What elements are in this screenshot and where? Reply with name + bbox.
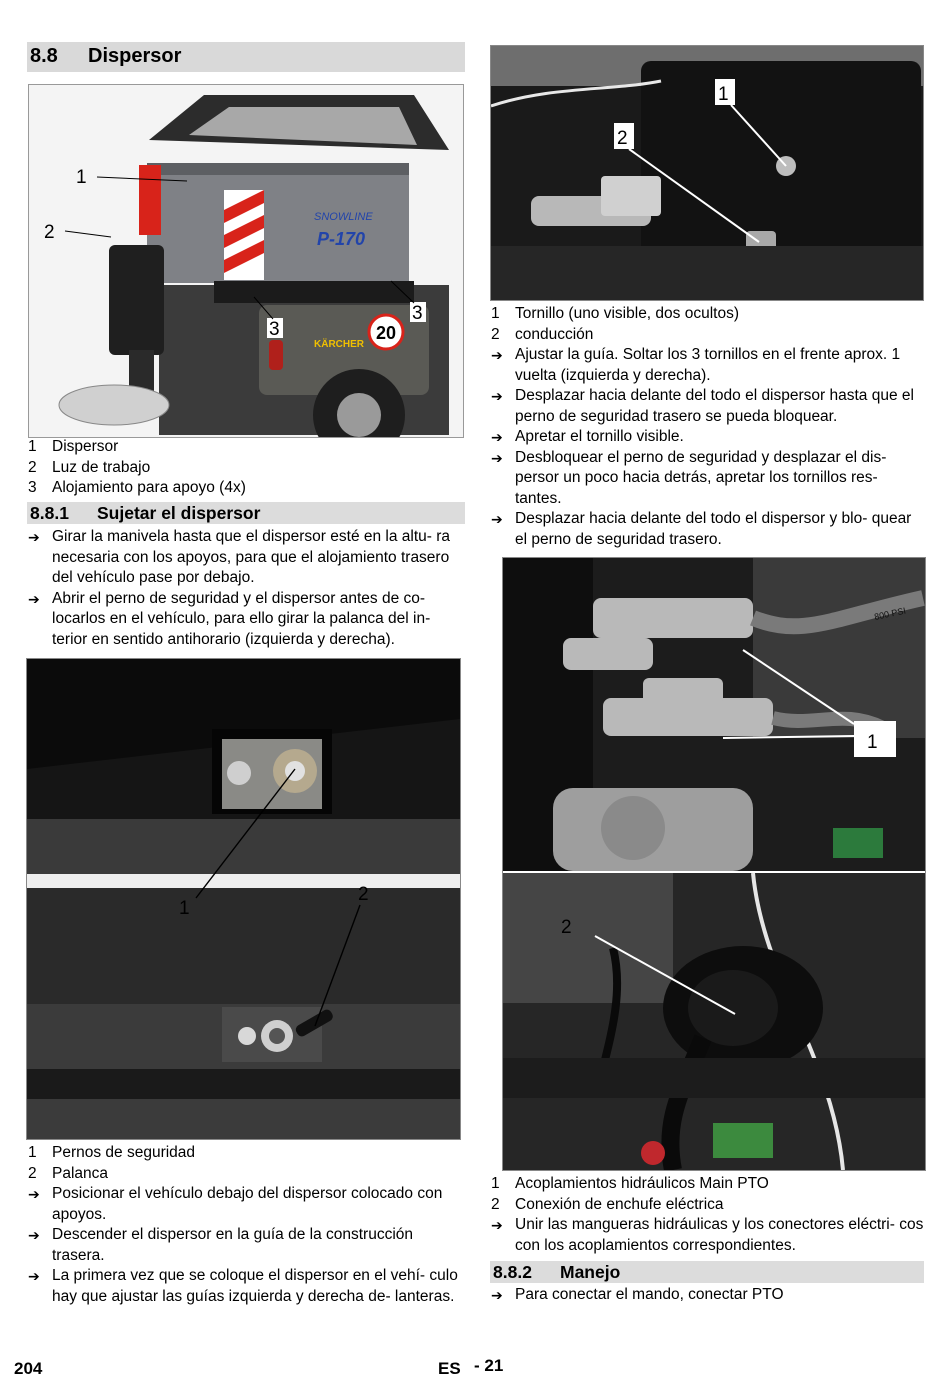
arrow-right-icon: ➔ — [28, 1186, 40, 1202]
legend-item: 2 conducción — [491, 325, 594, 343]
legend-item: 2 Palanca — [28, 1164, 109, 1182]
fig2-callout-1: 1 — [179, 898, 190, 919]
vehicle-brand: KÄRCHER — [314, 339, 364, 350]
step-item: ➔ Girar la manivela hasta que el dispersor esté en la altu- ra necesaria con los apoyos, para que el alojamiento trasero del vehículo pase por debajo. — [28, 527, 458, 589]
figure1-legend — [28, 437, 464, 499]
arrow-right-icon: ➔ — [491, 388, 503, 404]
step-item: ➔ Descender el dispersor en la guía de la construcción trasera. — [28, 1225, 464, 1266]
steps-list-2 — [28, 1184, 464, 1307]
fig3-callout-2: 2 — [617, 128, 628, 149]
arrow-right-icon: ➔ — [28, 1227, 40, 1243]
step-item: ➔ Abrir el perno de seguridad y el dispersor antes de co- locarlos en el vehículo, para ello girar la palanca del in- terior en sentido antihorario (izquierda y derecha). — [28, 589, 458, 651]
arrow-right-icon: ➔ — [491, 429, 503, 445]
figure-guide-screw-photo — [490, 45, 924, 301]
page-number-right: - 21 — [474, 1356, 504, 1375]
arrow-right-icon: ➔ — [491, 1217, 503, 1233]
section-heading — [27, 42, 465, 72]
steps-list-1 — [28, 527, 458, 650]
arrow-right-icon: ➔ — [491, 1287, 503, 1303]
hopper-model: P-170 — [317, 229, 366, 249]
fig1-callout-1: 1 — [76, 167, 87, 188]
fig1-callout-2: 2 — [44, 222, 55, 243]
figure-spreader-photo — [28, 84, 464, 438]
steps-list-3 — [491, 345, 925, 550]
arrow-right-icon: ➔ — [28, 529, 40, 545]
figure-hydraulic-couplings-photo — [502, 557, 926, 1171]
legend-item: 3 Alojamiento para apoyo (4x) — [28, 479, 246, 496]
hopper-brand: SNOWLINE — [314, 211, 373, 223]
step-item: ➔ Unir las mangueras hidráulicas y los conectores eléctri- cos con los acoplamientos correspondientes. — [491, 1215, 927, 1256]
arrow-right-icon: ➔ — [491, 511, 503, 527]
section-title: Dispersor — [88, 45, 182, 67]
step-item: ➔ Para conectar el mando, conectar PTO — [491, 1285, 927, 1306]
figure3-legend — [491, 304, 931, 345]
section-number: 8.8 — [30, 45, 58, 67]
step-item: ➔ Posicionar el vehículo debajo del dispersor colocado con apoyos. — [28, 1184, 464, 1225]
step-item: ➔ Ajustar la guía. Soltar los 3 tornillos en el frente aprox. 1 vuelta (izquierda y derecha). — [491, 345, 925, 386]
figure2-legend — [28, 1143, 464, 1184]
legend-item: 1 Pernos de seguridad — [28, 1144, 196, 1161]
step-item: ➔ Desbloquear el perno de seguridad y desplazar el dis- persor un poco hacia detrás, apretar los tornillos res- tantes. — [491, 448, 925, 510]
fig1-callout-3b: 3 — [412, 303, 423, 324]
step-item: ➔ La primera vez que se coloque el dispersor en el vehí- culo hay que ajustar las guías izquierda y derecha de- lanteras. — [28, 1266, 464, 1307]
step-item: ➔ Desplazar hacia delante del todo el dispersor y blo- quear el perno de seguridad trasero. — [491, 509, 925, 550]
fig1-callout-3a: 3 — [269, 319, 280, 340]
arrow-right-icon: ➔ — [491, 347, 503, 363]
arrow-right-icon: ➔ — [491, 449, 503, 466]
page-number-left: 204 — [14, 1359, 43, 1378]
fig3-callout-1: 1 — [718, 84, 729, 105]
legend-item: 2 Luz de trabajo — [28, 458, 151, 476]
step-item: ➔ Apretar el tornillo visible. — [491, 427, 925, 448]
figure4-legend — [491, 1174, 931, 1215]
step-item: ➔ Desplazar hacia delante del todo el dispersor hasta que el perno de seguridad trasero se pueda bloquear. — [491, 386, 925, 427]
legend-item: 1 Acoplamientos hidráulicos Main PTO — [491, 1175, 769, 1192]
subsection-heading-1: 8.8.1 Sujetar el dispersor — [27, 502, 465, 524]
legend-item: 2 Conexión de enchufe eléctrica — [491, 1195, 724, 1213]
legend-item: 1 Tornillo (uno visible, dos ocultos) — [491, 305, 739, 322]
language-code: ES — [438, 1359, 461, 1378]
fig4-callout-2: 2 — [561, 917, 572, 938]
fig4-callout-1: 1 — [867, 732, 878, 753]
arrow-right-icon: ➔ — [28, 590, 40, 607]
legend-item: 1 Dispersor — [28, 438, 119, 455]
steps-list-5 — [491, 1285, 927, 1306]
steps-list-4 — [491, 1215, 927, 1256]
arrow-right-icon: ➔ — [28, 1268, 40, 1284]
fig2-callout-2: 2 — [358, 884, 369, 905]
figure-safety-pins-photo — [26, 658, 461, 1140]
subsection-heading-2: 8.8.2 Manejo — [490, 1261, 924, 1283]
speed-badge: 20 — [375, 323, 397, 343]
hose-print: 800 PSI — [873, 605, 907, 622]
